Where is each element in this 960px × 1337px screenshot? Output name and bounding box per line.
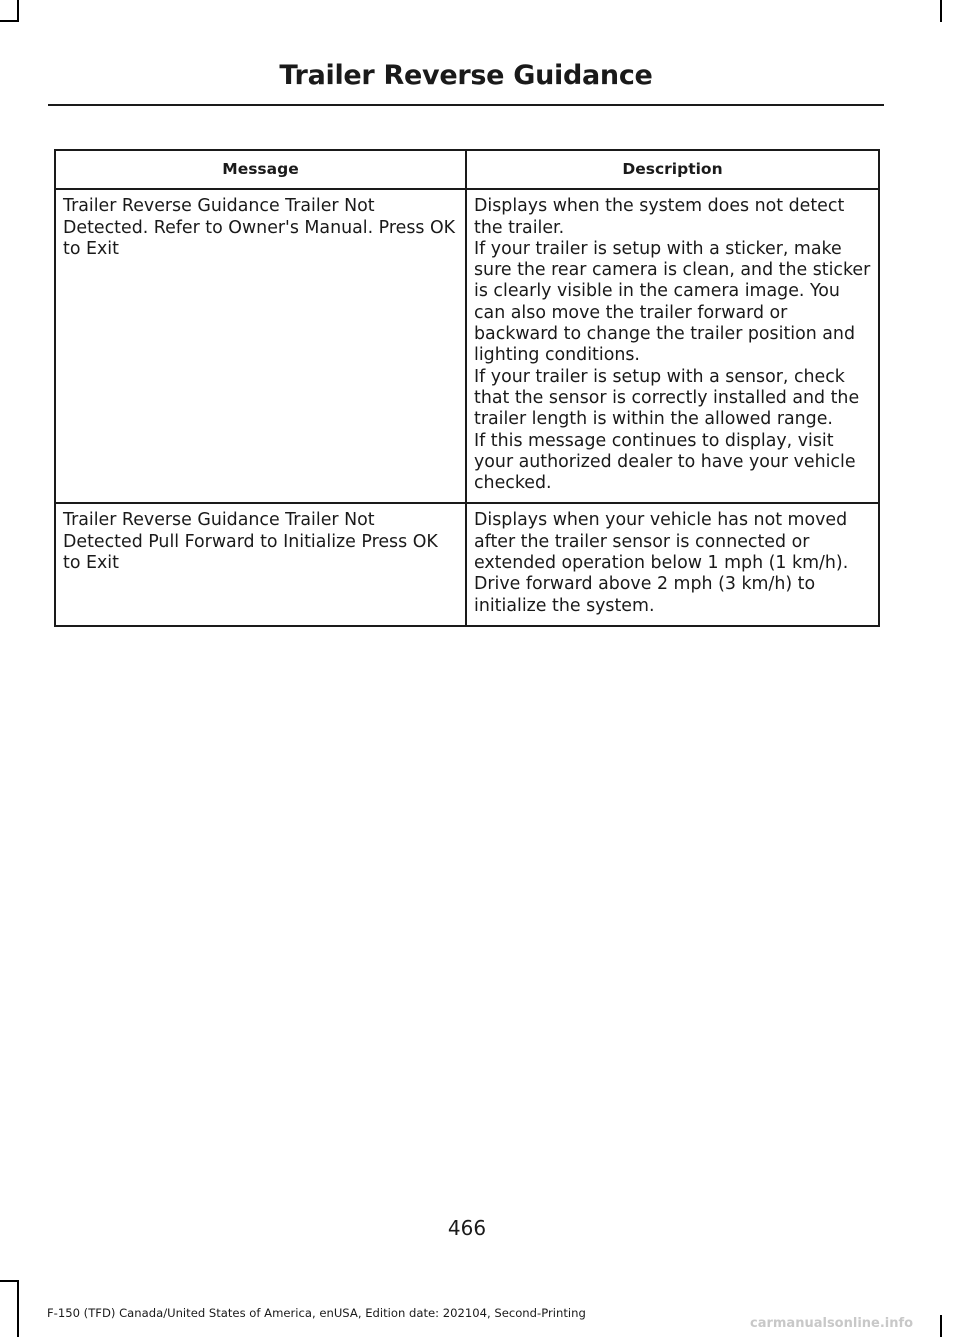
watermark: carmanualsonline.info: [750, 1316, 914, 1331]
page-number: 466: [447, 1216, 487, 1240]
description-paragraph: If your trailer is setup with a sensor, check that the sensor is correctly installed and the trailer length is within the allowed range.: [474, 366, 860, 430]
description-cell: [466, 503, 879, 625]
description-paragraph: Displays when the system does not detect the trailer.: [474, 196, 845, 238]
description-cell: [466, 189, 879, 503]
crop-mark-bottom-left-h: [0, 1280, 19, 1282]
description-paragraph: Displays when your vehicle has not moved after the trailer sensor is connected or extended operation below 1 mph (1 km/h).: [474, 510, 849, 574]
column-header-description: Description: [466, 150, 879, 189]
page-title: Trailer Reverse Guidance: [279, 60, 653, 91]
table-header-row: [55, 150, 879, 189]
description-paragraph: Drive forward above 2 mph (3 km/h) to initialize the system.: [474, 574, 816, 616]
description-paragraph: If this message continues to display, visit your authorized dealer to have your vehicle checked.: [474, 430, 856, 494]
message-cell: Trailer Reverse Guidance Trailer Not Detected. Refer to Owner's Manual. Press OK to Exit: [55, 189, 466, 503]
table-row: [55, 189, 879, 503]
crop-mark-top-left-h: [0, 20, 19, 22]
table-row: [55, 503, 879, 625]
crop-mark-top-right-v: [940, 0, 942, 22]
crop-mark-bottom-right-v: [940, 1315, 942, 1337]
message-table: [54, 149, 880, 627]
description-paragraph: If your trailer is setup with a sticker, make sure the rear camera is clean, and the sticker is clearly visible in the camera image. You can also move the trailer forward or backward to change the trailer position and lighting conditions.: [474, 238, 871, 366]
column-header-message: Message: [55, 150, 466, 189]
page-header: [48, 60, 884, 91]
message-cell: Trailer Reverse Guidance Trailer Not Detected Pull Forward to Initialize Press OK to Exit: [55, 503, 466, 625]
crop-mark-bottom-left-v: [17, 1280, 19, 1337]
crop-mark-top-left-v: [17, 0, 19, 22]
header-divider: [48, 104, 884, 106]
edition-footer: F-150 (TFD) Canada/United States of America, enUSA, Edition date: 202104, Second-Printing: [47, 1306, 586, 1320]
